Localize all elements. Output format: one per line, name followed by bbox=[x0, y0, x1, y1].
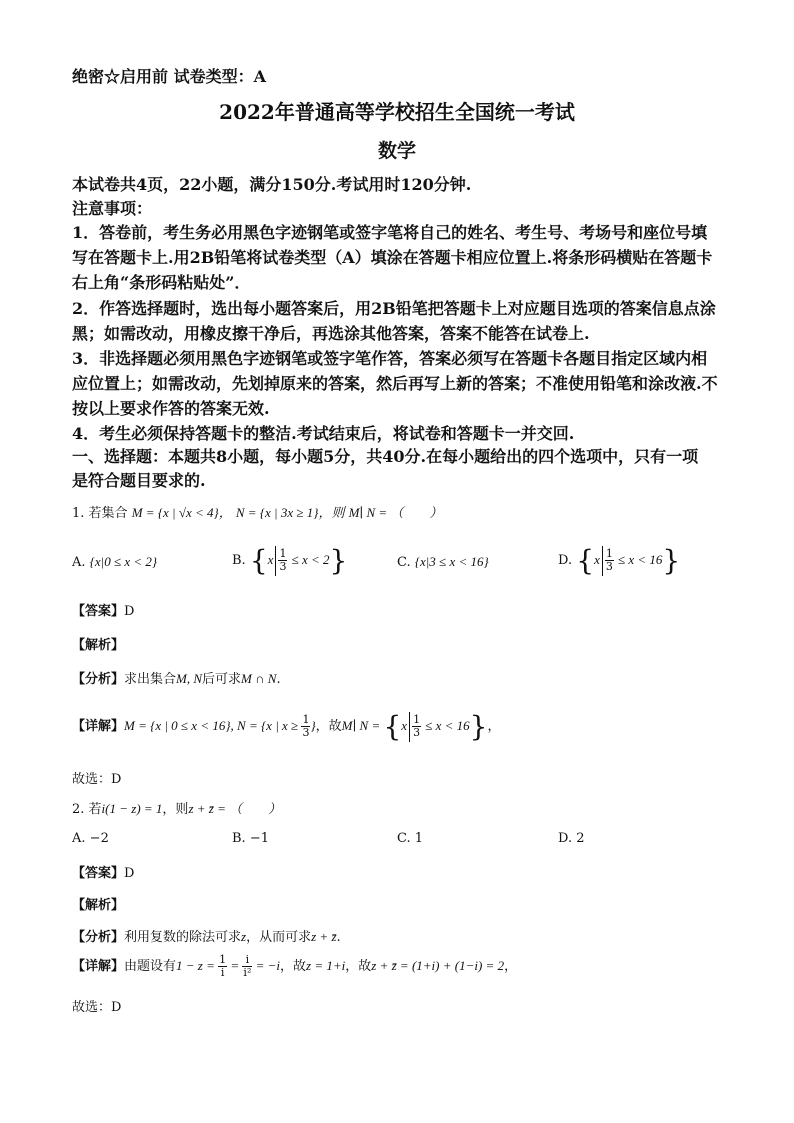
q1-answer-value: D bbox=[124, 604, 135, 619]
q1-analysis-tag: 【解析】 bbox=[72, 638, 125, 653]
note-3-line-2: 应位置上；如需改动，先划掉原来的答案，然后再写上新的答案；不准使用铅笔和涂改液.不 bbox=[72, 374, 718, 393]
q2-choose: 故选：D bbox=[72, 1000, 122, 1015]
q1-option-a bbox=[72, 554, 157, 570]
q2-answer-value: D bbox=[124, 866, 135, 881]
q2-option-a: A. −2 bbox=[72, 831, 109, 846]
q1-choose: 故选：D bbox=[72, 772, 122, 787]
section-1-line-2: 是符合题目要求的. bbox=[72, 471, 206, 490]
q2-option-b: B. −1 bbox=[232, 831, 269, 846]
exam-title: 2022年普通高等学校招生全国统一考试 bbox=[219, 100, 575, 124]
q2-analysis-tag: 【解析】 bbox=[72, 898, 125, 913]
note-1-line-3: 右上角“条形码粘贴处”． bbox=[72, 273, 251, 292]
q1-option-b-var: x bbox=[267, 552, 274, 567]
q1-answer: 【答案】D bbox=[72, 604, 135, 619]
q2-xiangjie: 【详解】由题设有1 − z = $\frac{1}{i}$ = $\frac{i}{\text{i²}}$ = −i，故z = 1+i，故z + z̄ = (1+i) + (1−i) = 2， bbox=[72, 953, 518, 979]
question-2-stem: 2. 若i(1 − z) = 1，则z + z̄ = （ ） bbox=[72, 801, 282, 817]
note-3-line-3: 按以上要求作答的答案无效. bbox=[72, 399, 270, 418]
secret-line: 绝密☆启用前 试卷类型：A bbox=[72, 67, 266, 86]
q1-option-c bbox=[397, 554, 489, 570]
note-3-line-1: 3．非选择题必须用黑色字迹钢笔或签字笔作答，答案必须写在答题卡各题目指定区域内相 bbox=[72, 349, 708, 368]
exam-summary: 本试卷共4页，22小题，满分150分.考试用时120分钟. bbox=[72, 175, 472, 194]
q2-answer: 【答案】D bbox=[72, 866, 135, 881]
note-2-line-1: 2．作答选择题时，选出每小题答案后，用2B铅笔把答题卡上对应题目选项的答案信息点涂 bbox=[72, 299, 716, 318]
q2-fenxi: 【分析】利用复数的除法可求z，从而可求z + z̄. bbox=[72, 929, 341, 945]
q1-set-n: N = {x | 3x ≥ 1}，则 bbox=[235, 505, 345, 520]
q1-option-d-cond: ≤ x < 16 bbox=[617, 552, 663, 567]
q1-option-b-fraction: $\frac{1}{3}$ bbox=[279, 547, 287, 573]
subject-title: 数学 bbox=[377, 140, 416, 162]
q2-option-d: D. 2 bbox=[558, 831, 585, 846]
note-4: 4．考生必须保持答题卡的整洁.考试结束后，将试卷和答题卡一并交回. bbox=[72, 424, 575, 443]
q1-fenxi: 【分析】求出集合M, N后可求M ∩ N. bbox=[72, 671, 281, 687]
section-1-line-1: 一、选择题：本题共8小题，每小题5分，共40分.在每小题给出的四个选项中，只有一项 bbox=[72, 447, 699, 466]
q1-stem-tail: M∣ N = （ ） bbox=[348, 505, 443, 520]
q1-option-a-set: {x|0 ≤ x < 2} bbox=[89, 554, 158, 569]
note-1-line-2: 写在答题卡上.用2B铅笔将试卷类型（A）填涂在答题卡相应位置上.将条形码横贴在答题卡 bbox=[72, 248, 713, 267]
q1-stem-prefix: 1. 若集合 bbox=[72, 506, 128, 521]
q1-xiangjie: 【详解】M = {x | 0 ≤ x < 16}, N = {x | x ≥ $\frac{1}{3}$ }，故M∣ N = {x $\frac{1}{3}$ ≤ x < 16}， bbox=[72, 710, 501, 743]
q1-option-d-var: x bbox=[594, 552, 600, 567]
note-1-line-1: 1．答卷前，考生务必用黑色字迹钢笔或签字笔将自己的姓名、考生号、考场号和座位号填 bbox=[72, 223, 708, 242]
note-2-line-2: 黑；如需改动，用橡皮擦干净后，再选涂其他答案，答案不能答在试卷上. bbox=[72, 324, 590, 343]
q1-option-d-label: D. bbox=[558, 553, 573, 568]
notes-heading: 注意事项： bbox=[72, 199, 153, 218]
q1-option-a-label: A. bbox=[72, 555, 86, 570]
q1-option-b: B. {x $\frac{1}{3}$ ≤ x < 2} bbox=[232, 544, 348, 577]
q1-option-c-set: {x|3 ≤ x < 16} bbox=[414, 554, 489, 569]
q1-option-c-label: C. bbox=[397, 555, 411, 570]
q1-set-m: M = {x | √x < 4}， bbox=[131, 505, 232, 520]
q2-option-c: C. 1 bbox=[397, 831, 424, 846]
q1-option-d: D. {x $\frac{1}{3}$ ≤ x < 16} bbox=[558, 544, 681, 577]
question-1-stem bbox=[72, 502, 442, 521]
q1-option-d-fraction: $\frac{1}{3}$ bbox=[605, 547, 613, 573]
q1-option-b-label: B. bbox=[232, 553, 246, 568]
q1-option-b-cond: ≤ x < 2 bbox=[291, 552, 330, 567]
